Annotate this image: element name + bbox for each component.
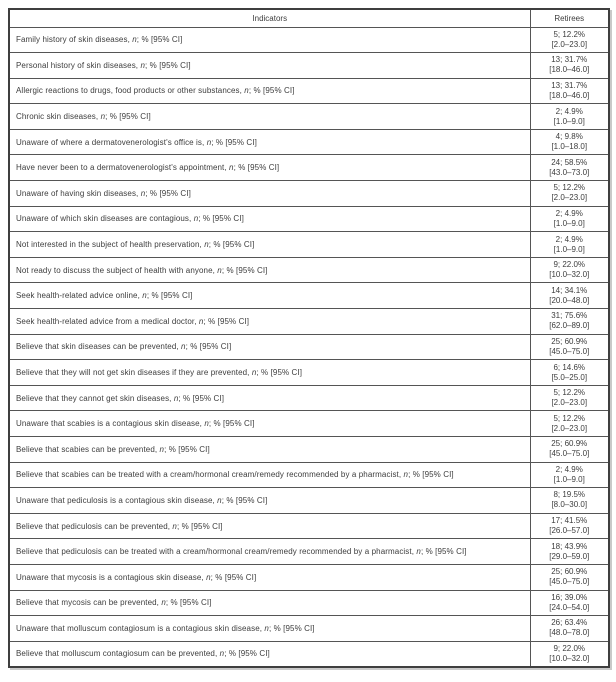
column-header-retirees: Retirees xyxy=(530,9,609,27)
indicator-cell xyxy=(9,206,530,232)
indicator-cell xyxy=(9,283,530,309)
confidence-interval-value: [2.0–23.0] xyxy=(551,423,588,433)
indicator-cell xyxy=(9,129,530,155)
n-symbol: n xyxy=(204,240,209,250)
indicator-text: Unaware of which skin diseases are contagious, xyxy=(16,214,194,224)
count-percent-value: 18; 43.9% xyxy=(551,541,588,551)
table-row xyxy=(9,462,609,488)
confidence-interval-value: [24.0–54.0] xyxy=(549,602,590,612)
n-symbol: n xyxy=(181,342,186,352)
table-row xyxy=(9,539,609,565)
retirees-cell xyxy=(530,283,609,309)
table-row xyxy=(9,104,609,130)
n-symbol: n xyxy=(172,521,177,531)
table-row xyxy=(9,27,609,53)
count-percent-value: 9; 22.0% xyxy=(553,643,586,653)
n-symbol: n xyxy=(193,214,199,224)
confidence-interval-value: [1.0–9.0] xyxy=(553,218,585,228)
retirees-cell xyxy=(530,129,609,155)
count-percent-value: 5; 12.2% xyxy=(553,413,586,423)
retirees-cell xyxy=(530,616,609,642)
n-symbol: n xyxy=(140,60,146,70)
table-row xyxy=(9,360,609,386)
table-row xyxy=(9,53,609,79)
indicator-text: Believe that molluscum contagiosum can be prevented, xyxy=(16,649,220,659)
indicator-suffix: ; % [95% CI] xyxy=(210,572,257,582)
retirees-cell xyxy=(530,539,609,565)
n-symbol: n xyxy=(217,265,222,275)
retirees-cell xyxy=(530,360,609,386)
retirees-cell xyxy=(530,513,609,539)
confidence-interval-value: [45.0–75.0] xyxy=(549,449,590,459)
indicator-text: Believe that scabies can be treated with a cream/hormonal cream/remedy recommended by a pharmacist, xyxy=(16,470,404,480)
count-percent-value: 16; 39.0% xyxy=(551,592,588,602)
n-symbol: n xyxy=(100,112,106,122)
indicator-suffix: ; % [95% CI] xyxy=(233,163,280,173)
indicator-suffix: ; % [95% CI] xyxy=(136,35,183,45)
confidence-interval-value: [20.0–48.0] xyxy=(549,295,590,305)
table-row xyxy=(9,129,609,155)
confidence-interval-value: [2.0–23.0] xyxy=(551,193,588,203)
retirees-cell xyxy=(530,181,609,207)
table-row xyxy=(9,488,609,514)
count-percent-value: 5; 12.2% xyxy=(553,183,586,193)
table-row xyxy=(9,590,609,616)
retirees-cell xyxy=(530,462,609,488)
table-row xyxy=(9,616,609,642)
confidence-interval-value: [29.0–59.0] xyxy=(549,551,590,561)
confidence-interval-value: [45.0–75.0] xyxy=(549,577,590,587)
count-percent-value: 24; 58.5% xyxy=(551,157,588,167)
table-row xyxy=(9,309,609,335)
count-percent-value: 14; 34.1% xyxy=(551,285,588,295)
indicator-cell xyxy=(9,155,530,181)
indicator-text: Family history of skin diseases, xyxy=(16,35,133,45)
indicator-suffix: ; % [95% CI] xyxy=(256,368,303,378)
count-percent-value: 2; 4.9% xyxy=(555,106,583,116)
indicator-suffix: ; % [95% CI] xyxy=(165,598,212,608)
retirees-cell xyxy=(530,257,609,283)
retirees-cell xyxy=(530,334,609,360)
n-symbol: n xyxy=(206,137,212,147)
table-row xyxy=(9,78,609,104)
indicator-suffix: ; % [95% CI] xyxy=(203,316,250,326)
indicator-suffix: ; % [95% CI] xyxy=(105,112,151,122)
indicator-cell xyxy=(9,27,530,53)
count-percent-value: 5; 12.2% xyxy=(553,29,586,39)
indicator-cell xyxy=(9,257,530,283)
confidence-interval-value: [43.0–73.0] xyxy=(549,167,590,177)
indicator-text: Believe that skin diseases can be prevented, xyxy=(16,342,182,352)
indicator-text: Chronic skin diseases, xyxy=(16,112,101,122)
n-symbol: n xyxy=(416,547,421,557)
indicator-suffix: ; % [95% CI] xyxy=(221,265,268,275)
indicator-suffix: ; % [95% CI] xyxy=(420,547,467,557)
indicator-text: Unaware that molluscum contagiosum is a contagious skin disease, xyxy=(16,623,265,633)
confidence-interval-value: [2.0–23.0] xyxy=(551,398,588,408)
n-symbol: n xyxy=(403,470,409,480)
confidence-interval-value: [5.0–25.0] xyxy=(551,372,588,382)
indicator-suffix: ; % [95% CI] xyxy=(145,60,191,70)
indicator-text: Seek health-related advice online, xyxy=(16,291,143,301)
table-row xyxy=(9,513,609,539)
confidence-interval-value: [1.0–18.0] xyxy=(551,142,588,152)
n-symbol: n xyxy=(204,419,209,429)
table-row xyxy=(9,564,609,590)
indicator-suffix: ; % [95% CI] xyxy=(146,291,193,301)
indicator-text: Believe that scabies can be prevented, xyxy=(16,444,160,454)
n-symbol: n xyxy=(264,623,269,633)
retirees-cell xyxy=(530,488,609,514)
indicator-text: Have never been to a dermatovenerologist's appointment, xyxy=(16,163,230,173)
indicator-suffix: ; % [95% CI] xyxy=(224,649,270,659)
count-percent-value: 13; 31.7% xyxy=(551,55,588,65)
confidence-interval-value: [10.0–32.0] xyxy=(549,270,590,280)
indicator-cell xyxy=(9,360,530,386)
table-row xyxy=(9,232,609,258)
n-symbol: n xyxy=(251,368,257,378)
confidence-interval-value: [18.0–46.0] xyxy=(549,65,590,75)
indicator-cell xyxy=(9,411,530,437)
retirees-cell xyxy=(530,53,609,79)
confidence-interval-value: [1.0–9.0] xyxy=(553,116,585,126)
count-percent-value: 26; 63.4% xyxy=(551,618,588,628)
table-body xyxy=(9,27,609,667)
indicator-text: Believe that mycosis can be prevented, xyxy=(16,598,162,608)
retirees-cell xyxy=(530,27,609,53)
retirees-cell xyxy=(530,641,609,667)
count-percent-value: 6; 14.6% xyxy=(553,362,586,372)
indicator-cell xyxy=(9,53,530,79)
indicator-cell xyxy=(9,104,530,130)
confidence-interval-value: [10.0–32.0] xyxy=(549,653,590,663)
count-percent-value: 25; 60.9% xyxy=(551,439,588,449)
count-percent-value: 5; 12.2% xyxy=(553,388,586,398)
indicator-text: Believe that pediculosis can be prevented, xyxy=(16,521,173,531)
indicator-suffix: ; % [95% CI] xyxy=(208,240,255,250)
indicator-cell xyxy=(9,513,530,539)
confidence-interval-value: [18.0–46.0] xyxy=(549,90,590,100)
indicator-suffix: ; % [95% CI] xyxy=(221,495,268,505)
table-row xyxy=(9,155,609,181)
retirees-cell xyxy=(530,232,609,258)
n-symbol: n xyxy=(198,316,204,326)
indicator-text: Unaware that mycosis is a contagious skin disease, xyxy=(16,572,207,582)
indicator-text: Allergic reactions to drugs, food products or other substances, xyxy=(16,86,245,96)
indicator-text: Seek health-related advice from a medical doctor, xyxy=(16,316,199,326)
indicator-cell xyxy=(9,616,530,642)
indicator-cell xyxy=(9,641,530,667)
indicator-suffix: ; % [95% CI] xyxy=(145,188,191,198)
table-row xyxy=(9,283,609,309)
table-row xyxy=(9,437,609,463)
retirees-cell xyxy=(530,385,609,411)
indicator-text: Unaware that pediculosis is a contagious skin disease, xyxy=(16,495,218,505)
indicators-table xyxy=(8,8,610,668)
indicator-cell xyxy=(9,334,530,360)
count-percent-value: 25; 60.9% xyxy=(551,567,588,577)
table-row xyxy=(9,411,609,437)
indicator-text: Believe that they cannot get skin diseases, xyxy=(16,393,174,403)
indicator-text: Not ready to discuss the subject of health with anyone, xyxy=(16,265,218,275)
header-row xyxy=(9,9,609,27)
n-symbol: n xyxy=(132,35,137,45)
count-percent-value: 13; 31.7% xyxy=(551,80,588,90)
retirees-cell xyxy=(530,411,609,437)
indicator-suffix: ; % [95% CI] xyxy=(198,214,244,224)
count-percent-value: 25; 60.9% xyxy=(551,336,588,346)
confidence-interval-value: [26.0–57.0] xyxy=(549,526,590,536)
retirees-cell xyxy=(530,206,609,232)
indicator-suffix: ; % [95% CI] xyxy=(178,393,225,403)
indicator-text: Believe that they will not get skin diseases if they are prevented, xyxy=(16,368,252,378)
retirees-cell xyxy=(530,564,609,590)
indicator-cell xyxy=(9,232,530,258)
table-row xyxy=(9,206,609,232)
count-percent-value: 8; 19.5% xyxy=(553,490,586,500)
indicator-text: Believe that pediculosis can be treated with a cream/hormonal cream/remedy recommended by a pharmacist, xyxy=(16,547,417,557)
n-symbol: n xyxy=(159,444,165,454)
indicator-cell xyxy=(9,539,530,565)
n-symbol: n xyxy=(161,598,166,608)
retirees-cell xyxy=(530,590,609,616)
retirees-cell xyxy=(530,309,609,335)
table-row xyxy=(9,334,609,360)
indicator-suffix: ; % [95% CI] xyxy=(164,444,210,454)
count-percent-value: 2; 4.9% xyxy=(555,234,583,244)
count-percent-value: 2; 4.9% xyxy=(555,208,583,218)
confidence-interval-value: [1.0–9.0] xyxy=(553,474,585,484)
count-percent-value: 9; 22.0% xyxy=(553,260,586,270)
indicator-suffix: ; % [95% CI] xyxy=(211,137,257,147)
count-percent-value: 17; 41.5% xyxy=(551,516,588,526)
indicator-text: Unaware of having skin diseases, xyxy=(16,188,141,198)
indicator-text: Unaware of where a dermatovenerologist's office is, xyxy=(16,137,207,147)
table-row xyxy=(9,385,609,411)
indicator-suffix: ; % [95% CI] xyxy=(185,342,232,352)
indicator-suffix: ; % [95% CI] xyxy=(248,86,295,96)
confidence-interval-value: [1.0–9.0] xyxy=(553,244,585,254)
count-percent-value: 31; 75.6% xyxy=(551,311,588,321)
indicator-text: Personal history of skin diseases, xyxy=(16,60,141,70)
indicator-text: Not interested in the subject of health preservation, xyxy=(16,240,205,250)
n-symbol: n xyxy=(142,291,147,301)
indicator-cell xyxy=(9,437,530,463)
confidence-interval-value: [8.0–30.0] xyxy=(551,500,588,510)
indicator-cell xyxy=(9,488,530,514)
n-symbol: n xyxy=(229,163,234,173)
indicator-text: Unaware that scabies is a contagious skin disease, xyxy=(16,419,205,429)
indicator-suffix: ; % [95% CI] xyxy=(176,521,223,531)
indicator-suffix: ; % [95% CI] xyxy=(408,470,454,480)
count-percent-value: 2; 4.9% xyxy=(555,464,583,474)
n-symbol: n xyxy=(219,649,225,659)
table-row xyxy=(9,181,609,207)
indicator-cell xyxy=(9,590,530,616)
n-symbol: n xyxy=(140,188,146,198)
indicator-cell xyxy=(9,181,530,207)
indicator-cell xyxy=(9,564,530,590)
n-symbol: n xyxy=(206,572,211,582)
n-symbol: n xyxy=(173,393,179,403)
table-row xyxy=(9,641,609,667)
indicator-cell xyxy=(9,78,530,104)
table-row xyxy=(9,257,609,283)
count-percent-value: 4; 9.8% xyxy=(555,132,583,142)
confidence-interval-value: [2.0–23.0] xyxy=(551,39,588,49)
confidence-interval-value: [48.0–78.0] xyxy=(549,628,590,638)
retirees-cell xyxy=(530,437,609,463)
retirees-cell xyxy=(530,78,609,104)
indicator-suffix: ; % [95% CI] xyxy=(268,623,315,633)
indicator-cell xyxy=(9,462,530,488)
retirees-cell xyxy=(530,155,609,181)
n-symbol: n xyxy=(217,495,222,505)
confidence-interval-value: [62.0–89.0] xyxy=(549,321,590,331)
column-header-indicators: Indicators xyxy=(9,9,530,27)
indicator-suffix: ; % [95% CI] xyxy=(208,419,255,429)
confidence-interval-value: [45.0–75.0] xyxy=(549,346,590,356)
indicator-cell xyxy=(9,309,530,335)
n-symbol: n xyxy=(244,86,249,96)
retirees-cell xyxy=(530,104,609,130)
indicator-cell xyxy=(9,385,530,411)
